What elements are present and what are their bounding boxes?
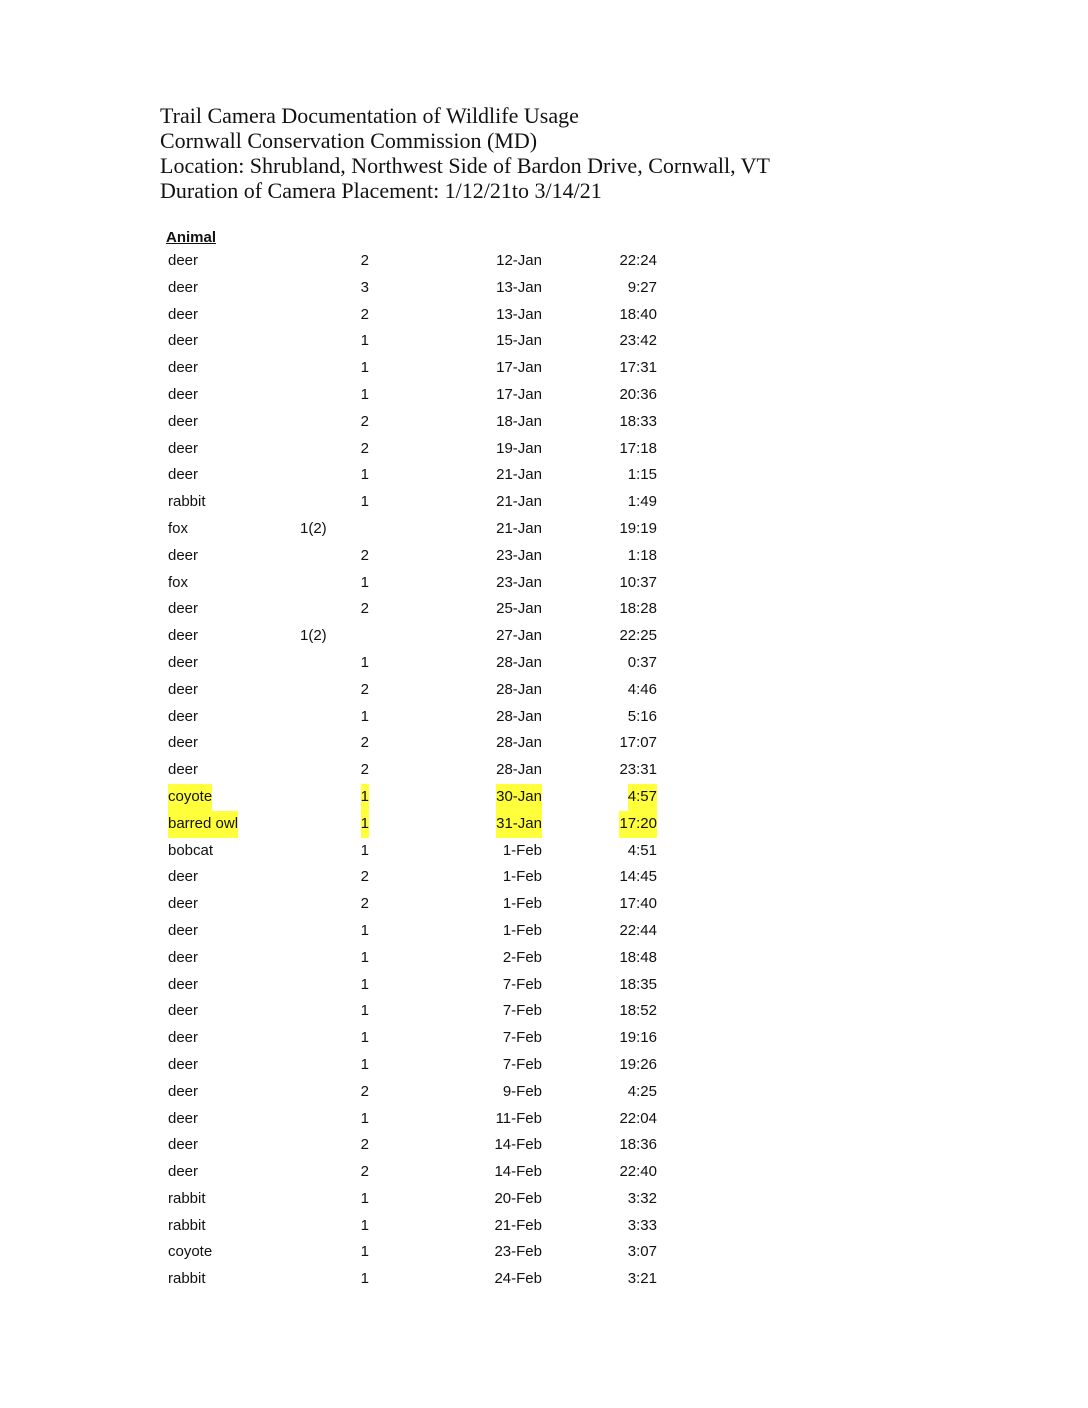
table-row <box>166 1159 666 1186</box>
time-cell: 1:18 <box>627 546 657 564</box>
table-row <box>166 275 666 302</box>
date-cell: 25-Jan <box>496 600 542 618</box>
date-cell: 28-Jan <box>496 653 542 671</box>
animal-cell: deer <box>168 1055 199 1073</box>
date-cell: 7-Feb <box>502 1029 542 1047</box>
date-cell: 17-Jan <box>496 359 542 377</box>
count-cell: 1(2) <box>300 519 327 537</box>
date-cell: 1-Feb <box>502 841 542 859</box>
date-cell: 21-Jan <box>496 466 542 484</box>
time-cell: 18:52 <box>619 1002 657 1020</box>
animal-cell: rabbit <box>168 1216 206 1234</box>
animal-cell: rabbit <box>168 1189 206 1207</box>
animal-cell: deer <box>168 1136 199 1154</box>
table-row <box>166 838 666 865</box>
table-row <box>166 1266 666 1293</box>
table-row <box>166 1025 666 1052</box>
time-cell: 4:25 <box>627 1082 657 1100</box>
date-cell: 21-Jan <box>496 493 542 511</box>
date-cell: 21-Feb <box>494 1216 542 1234</box>
animal-cell: deer <box>168 1109 199 1127</box>
count-cell: 1 <box>360 1055 369 1073</box>
table-row <box>166 382 666 409</box>
time-cell: 5:16 <box>627 707 657 725</box>
table-row <box>166 891 666 918</box>
date-cell: 2-Feb <box>502 948 542 966</box>
time-cell: 4:51 <box>627 841 657 859</box>
date-cell: 28-Jan <box>496 680 542 698</box>
date-cell: 15-Jan <box>496 332 542 350</box>
count-cell: 2 <box>360 1136 369 1154</box>
table-row <box>166 998 666 1025</box>
animal-cell: coyote <box>168 1243 213 1261</box>
organization-line: Cornwall Conservation Commission (MD) <box>160 128 538 153</box>
animal-cell: deer <box>168 412 199 430</box>
time-cell: 19:26 <box>619 1055 657 1073</box>
count-cell: 1 <box>360 975 369 993</box>
time-cell: 1:49 <box>627 493 657 511</box>
count-cell: 3 <box>360 278 369 296</box>
animal-cell: deer <box>168 948 199 966</box>
animal-cell: deer <box>168 439 199 457</box>
count-cell: 2 <box>360 1163 369 1181</box>
count-cell: 1 <box>360 1109 369 1127</box>
animal-cell: rabbit <box>168 493 206 511</box>
count-cell: 1 <box>360 1189 369 1207</box>
count-cell: 1 <box>360 841 369 859</box>
time-cell: 17:20 <box>619 811 657 838</box>
table-body <box>166 248 666 1293</box>
time-cell: 0:37 <box>627 653 657 671</box>
table-row <box>166 972 666 999</box>
animal-cell: deer <box>168 546 199 564</box>
count-cell: 2 <box>360 895 369 913</box>
time-cell: 18:35 <box>619 975 657 993</box>
count-cell: 2 <box>360 305 369 323</box>
table-row <box>166 1186 666 1213</box>
animal-cell: deer <box>168 680 199 698</box>
table-row <box>166 864 666 891</box>
count-cell: 1 <box>361 811 369 838</box>
animal-cell: deer <box>168 707 199 725</box>
date-cell: 14-Feb <box>494 1163 542 1181</box>
date-cell: 13-Jan <box>496 278 542 296</box>
count-cell: 2 <box>360 412 369 430</box>
count-cell: 1 <box>361 784 369 811</box>
time-cell: 3:21 <box>627 1270 657 1288</box>
table-row <box>166 328 666 355</box>
date-cell: 18-Jan <box>496 412 542 430</box>
animal-cell: deer <box>168 1029 199 1047</box>
time-cell: 10:37 <box>619 573 657 591</box>
animal-cell: deer <box>168 734 199 752</box>
date-cell: 20-Feb <box>494 1189 542 1207</box>
time-cell: 22:44 <box>619 921 657 939</box>
date-cell: 12-Jan <box>496 252 542 269</box>
date-cell: 27-Jan <box>496 627 542 645</box>
table-row <box>166 677 666 704</box>
count-cell: 2 <box>360 439 369 457</box>
date-cell: 30-Jan <box>496 784 542 811</box>
time-cell: 22:40 <box>619 1163 657 1181</box>
date-cell: 7-Feb <box>502 1055 542 1073</box>
time-cell: 17:31 <box>619 359 657 377</box>
count-cell: 1 <box>360 921 369 939</box>
time-cell: 18:40 <box>619 305 657 323</box>
date-cell: 23-Jan <box>496 546 542 564</box>
time-cell: 20:36 <box>619 385 657 403</box>
table-row <box>166 1052 666 1079</box>
animal-cell: deer <box>168 278 199 296</box>
time-cell: 18:28 <box>619 600 657 618</box>
date-cell: 21-Jan <box>496 519 542 537</box>
table-row <box>166 1239 666 1266</box>
animal-cell: deer <box>168 466 199 484</box>
animal-cell: deer <box>168 332 199 350</box>
table-row <box>166 1079 666 1106</box>
time-cell: 9:27 <box>627 278 657 296</box>
duration-line: Duration of Camera Placement: 1/12/21to 3/14/21 <box>160 178 602 203</box>
date-cell: 7-Feb <box>502 975 542 993</box>
date-cell: 28-Jan <box>496 734 542 752</box>
wildlife-table <box>166 228 666 1293</box>
count-cell: 2 <box>360 868 369 886</box>
time-cell: 17:07 <box>619 734 657 752</box>
count-cell: 1(2) <box>300 627 327 645</box>
date-cell: 23-Jan <box>496 573 542 591</box>
animal-cell: rabbit <box>168 1270 206 1288</box>
count-cell: 1 <box>360 948 369 966</box>
date-cell: 13-Jan <box>496 305 542 323</box>
date-cell: 1-Feb <box>502 868 542 886</box>
table-row <box>166 570 666 597</box>
count-cell: 1 <box>360 707 369 725</box>
count-cell: 2 <box>360 680 369 698</box>
table-row <box>166 784 666 811</box>
table-row <box>166 757 666 784</box>
document-title: Trail Camera Documentation of Wildlife Usage <box>160 103 579 128</box>
count-cell: 1 <box>360 1270 369 1288</box>
table-row <box>166 248 666 275</box>
time-cell: 22:04 <box>619 1109 657 1127</box>
time-cell: 18:48 <box>619 948 657 966</box>
date-cell: 9-Feb <box>502 1082 542 1100</box>
date-cell: 17-Jan <box>496 385 542 403</box>
table-row <box>166 409 666 436</box>
table-row <box>166 811 666 838</box>
table-row <box>166 650 666 677</box>
date-cell: 23-Feb <box>494 1243 542 1261</box>
count-cell: 1 <box>360 466 369 484</box>
count-cell: 1 <box>360 332 369 350</box>
time-cell: 4:46 <box>627 680 657 698</box>
date-cell: 31-Jan <box>496 811 542 838</box>
time-cell: 17:40 <box>619 895 657 913</box>
time-cell: 3:33 <box>627 1216 657 1234</box>
date-cell: 1-Feb <box>502 921 542 939</box>
table-row <box>166 623 666 650</box>
count-cell: 1 <box>360 573 369 591</box>
animal-cell: deer <box>168 359 199 377</box>
count-cell: 2 <box>360 1082 369 1100</box>
date-cell: 14-Feb <box>494 1136 542 1154</box>
table-row <box>166 1132 666 1159</box>
date-cell: 28-Jan <box>496 761 542 779</box>
table-row <box>166 516 666 543</box>
time-cell: 4:57 <box>628 784 657 811</box>
table-row <box>166 704 666 731</box>
animal-cell: deer <box>168 252 199 269</box>
count-cell: 1 <box>360 359 369 377</box>
date-cell: 28-Jan <box>496 707 542 725</box>
time-cell: 19:19 <box>619 519 657 537</box>
count-cell: 1 <box>360 1002 369 1020</box>
animal-cell: deer <box>168 627 199 645</box>
animal-cell: deer <box>168 305 199 323</box>
animal-cell: fox <box>168 519 189 537</box>
table-row <box>166 355 666 382</box>
count-cell: 2 <box>360 734 369 752</box>
time-cell: 17:18 <box>619 439 657 457</box>
table-row <box>166 918 666 945</box>
date-cell: 7-Feb <box>502 1002 542 1020</box>
table-row <box>166 945 666 972</box>
animal-cell: deer <box>168 895 199 913</box>
animal-cell: deer <box>168 653 199 671</box>
date-cell: 11-Feb <box>495 1109 542 1127</box>
table-row <box>166 436 666 463</box>
count-cell: 2 <box>360 252 369 269</box>
count-cell: 2 <box>360 600 369 618</box>
animal-cell: coyote <box>168 784 212 811</box>
animal-cell: deer <box>168 921 199 939</box>
animal-cell: bobcat <box>168 841 214 859</box>
table-row <box>166 596 666 623</box>
time-cell: 23:31 <box>619 761 657 779</box>
animal-cell: deer <box>168 761 199 779</box>
count-cell: 1 <box>360 385 369 403</box>
count-cell: 2 <box>360 761 369 779</box>
count-cell: 1 <box>360 1216 369 1234</box>
date-cell: 1-Feb <box>502 895 542 913</box>
animal-cell: fox <box>168 573 189 591</box>
date-cell: 19-Jan <box>496 439 542 457</box>
table-row <box>166 302 666 329</box>
location-line: Location: Shrubland, Northwest Side of Bardon Drive, Cornwall, VT <box>160 153 770 178</box>
time-cell: 1:15 <box>627 466 657 484</box>
animal-cell: deer <box>168 868 199 886</box>
document-header <box>160 103 770 203</box>
count-cell: 1 <box>360 1243 369 1261</box>
table-row <box>166 1106 666 1133</box>
count-cell: 1 <box>360 493 369 511</box>
animal-cell: deer <box>168 600 199 618</box>
count-cell: 2 <box>360 546 369 564</box>
animal-cell: deer <box>168 1163 199 1181</box>
time-cell: 23:42 <box>619 332 657 350</box>
time-cell: 22:24 <box>619 252 657 269</box>
date-cell: 24-Feb <box>494 1270 542 1288</box>
animal-cell: barred owl <box>168 811 238 838</box>
animal-cell: deer <box>168 1082 199 1100</box>
count-cell: 1 <box>360 653 369 671</box>
table-row <box>166 730 666 757</box>
animal-cell: deer <box>168 385 199 403</box>
table-row <box>166 489 666 516</box>
time-cell: 14:45 <box>619 868 657 886</box>
table-row <box>166 462 666 489</box>
table-row <box>166 1213 666 1240</box>
animal-cell: deer <box>168 975 199 993</box>
time-cell: 18:33 <box>619 412 657 430</box>
time-cell: 3:07 <box>627 1243 657 1261</box>
time-cell: 22:25 <box>619 627 657 645</box>
time-cell: 19:16 <box>619 1029 657 1047</box>
animal-cell: deer <box>168 1002 199 1020</box>
time-cell: 3:32 <box>627 1189 657 1207</box>
count-cell: 1 <box>360 1029 369 1047</box>
table-row <box>166 543 666 570</box>
column-header-animal: Animal <box>166 229 217 246</box>
time-cell: 18:36 <box>619 1136 657 1154</box>
